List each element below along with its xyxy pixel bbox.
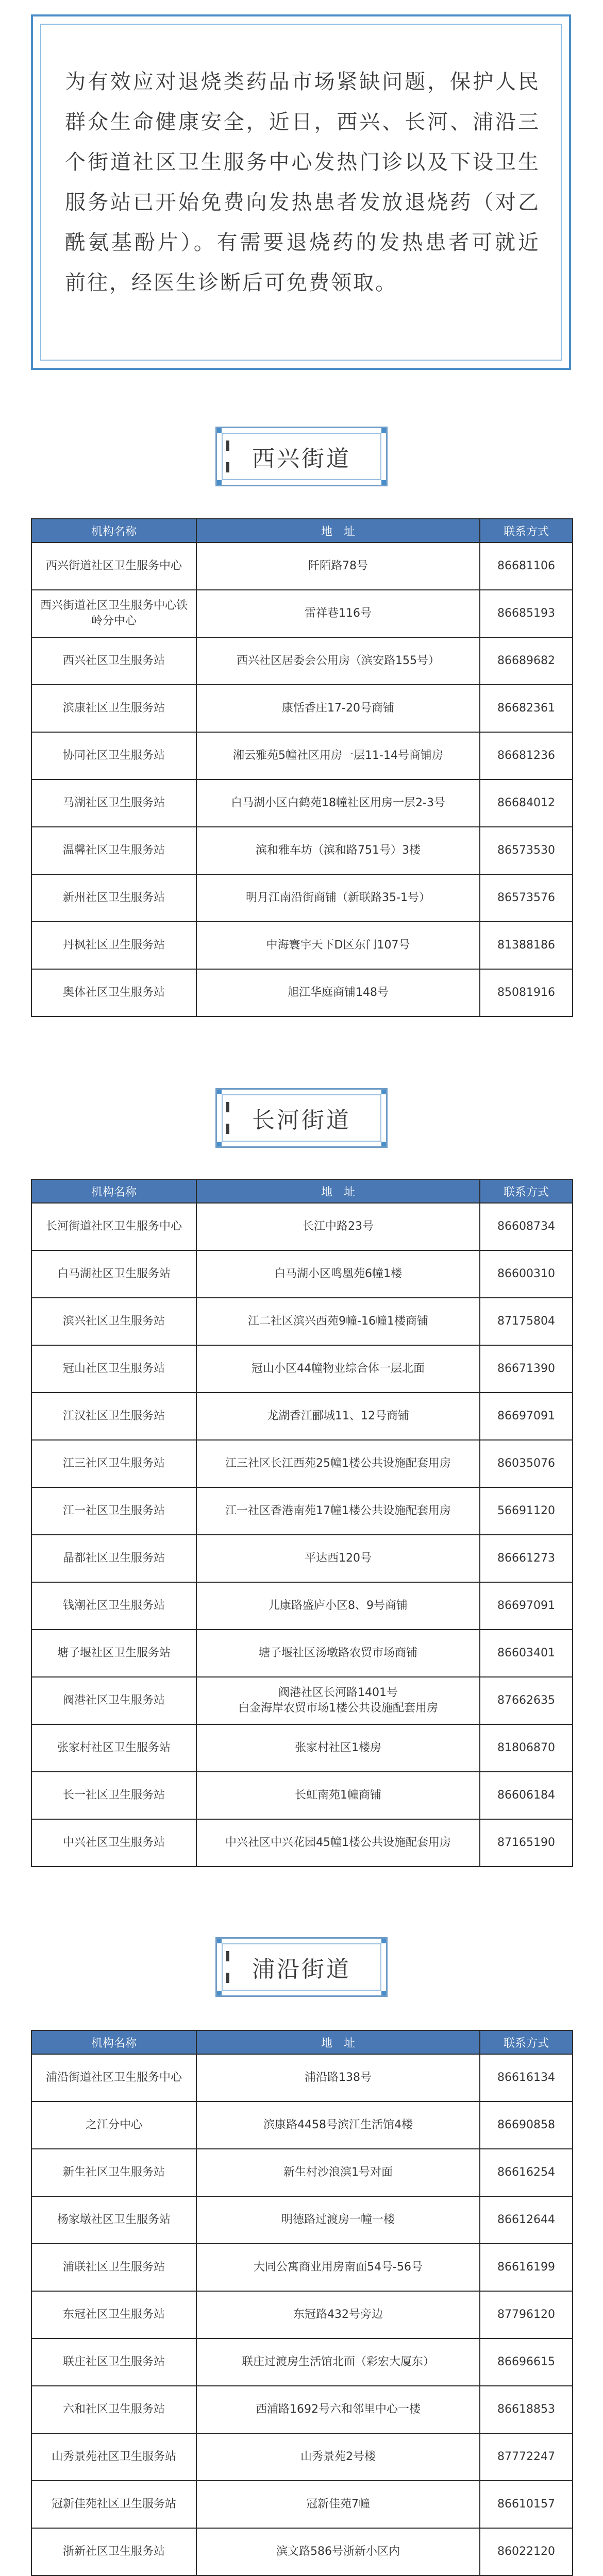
cell-name: 江三社区卫生服务站 — [31, 1440, 196, 1487]
cell-phone: 86606184 — [480, 1772, 573, 1819]
table-row — [31, 1393, 573, 1440]
header-phone: 联系方式 — [480, 519, 573, 543]
cell-address: 浦沿路138号 — [196, 2054, 480, 2102]
header-phone: 联系方式 — [480, 2030, 573, 2054]
cell-name: 联庄社区卫生服务站 — [31, 2338, 196, 2386]
cell-address: 平达西120号 — [196, 1535, 480, 1582]
header-address: 地 址 — [196, 519, 480, 543]
cell-phone: 86696615 — [480, 2338, 573, 2386]
table-row — [31, 1298, 573, 1345]
table-row — [31, 827, 573, 874]
cell-address: 江一社区香港南苑17幢1楼公共设施配套用房 — [196, 1487, 480, 1535]
cell-phone: 86616134 — [480, 2054, 573, 2102]
cell-phone: 81388186 — [480, 922, 573, 969]
cell-name: 山秀景苑社区卫生服务站 — [31, 2433, 196, 2481]
cell-phone: 86690858 — [480, 2102, 573, 2149]
cell-name: 江一社区卫生服务站 — [31, 1487, 196, 1535]
cell-name: 西兴街道社区卫生服务中心 — [31, 543, 196, 590]
cell-name: 浦联社区卫生服务站 — [31, 2244, 196, 2291]
cell-phone: 86608734 — [480, 1203, 573, 1250]
table-row — [31, 732, 573, 779]
table-row — [31, 1487, 573, 1535]
table-row — [31, 2338, 573, 2386]
cell-phone: 87662635 — [480, 1677, 573, 1724]
cell-phone: 86681236 — [480, 732, 573, 779]
section-title-changhe — [215, 1088, 388, 1148]
table-row — [31, 2481, 573, 2528]
cell-phone: 86022120 — [480, 2528, 573, 2575]
cell-phone: 86685193 — [480, 590, 573, 637]
cell-address: 白马湖小区鸣凰苑6幢1楼 — [196, 1250, 480, 1298]
cell-address: 白马湖小区白鹤苑18幢社区用房一层2-3号 — [196, 779, 480, 827]
cell-address: 塘子堰社区汤墩路农贸市场商铺 — [196, 1630, 480, 1677]
table-header-row — [31, 519, 573, 543]
cell-name: 张家村社区卫生服务站 — [31, 1724, 196, 1772]
cell-name: 浦沿街道社区卫生服务中心 — [31, 2054, 196, 2102]
cell-name: 塘子堰社区卫生服务站 — [31, 1630, 196, 1677]
cell-name: 中兴社区卫生服务站 — [31, 1819, 196, 1867]
table-row — [31, 2102, 573, 2149]
cell-name: 西兴社区卫生服务站 — [31, 637, 196, 685]
cell-phone: 86610157 — [480, 2481, 573, 2528]
table-row — [31, 1724, 573, 1772]
cell-address: 康恬香庄17-20号商铺 — [196, 685, 480, 732]
table-row — [31, 779, 573, 827]
header-address: 地 址 — [196, 2030, 480, 2054]
table-header-row — [31, 1179, 573, 1203]
cell-name: 冠新佳苑社区卫生服务站 — [31, 2481, 196, 2528]
cell-address: 旭江华庭商铺148号 — [196, 969, 480, 1016]
table-row — [31, 1535, 573, 1582]
cell-name: 马湖社区卫生服务站 — [31, 779, 196, 827]
cell-phone: 86600310 — [480, 1250, 573, 1298]
cell-phone: 86573576 — [480, 874, 573, 922]
cell-phone: 87772247 — [480, 2433, 573, 2481]
cell-address: 新生村沙浪滨1号对面 — [196, 2149, 480, 2196]
cell-address: 中兴社区中兴花园45幢1楼公共设施配套用房 — [196, 1819, 480, 1867]
table-xixing — [31, 518, 573, 1017]
table-row — [31, 543, 573, 590]
cell-name: 丹枫社区卫生服务站 — [31, 922, 196, 969]
table-row — [31, 2244, 573, 2291]
cell-name: 协同社区卫生服务站 — [31, 732, 196, 779]
cell-address: 联庄过渡房生活馆北面（彩宏大厦东） — [196, 2338, 480, 2386]
table-row — [31, 1772, 573, 1819]
cell-name: 阀港社区卫生服务站 — [31, 1677, 196, 1724]
cell-name: 晶都社区卫生服务站 — [31, 1535, 196, 1582]
table-puyan — [31, 2030, 573, 2576]
cell-address: 长江中路23号 — [196, 1203, 480, 1250]
table-row — [31, 2386, 573, 2433]
intro-box — [31, 14, 571, 370]
cell-name: 温馨社区卫生服务站 — [31, 827, 196, 874]
table-row — [31, 2433, 573, 2481]
header-name: 机构名称 — [31, 519, 196, 543]
cell-phone: 86661273 — [480, 1535, 573, 1582]
table-row — [31, 874, 573, 922]
cell-address: 湘云雅苑5幢社区用房一层11-14号商铺房 — [196, 732, 480, 779]
intro-text: 为有效应对退烧类药品市场紧缺问题，保护人民群众生命健康安全，近日，西兴、长河、浦沿三个街道社区卫生服务中心发热门诊以及下设卫生服务站已开始免费向发热患者发放退烧药（对乙酰氨基酚片）。有需要退烧药的发热患者可就近前往，经医生诊断后可免费领取。 — [65, 70, 540, 295]
cell-address: 西兴社区居委会公用房（滨安路155号） — [196, 637, 480, 685]
table-row — [31, 922, 573, 969]
table-row — [31, 1677, 573, 1724]
cell-address: 阀港社区长河路1401号 白金海岸农贸市场1楼公共设施配套用房 — [196, 1677, 480, 1724]
cell-address: 滨康路4458号滨江生活馆4楼 — [196, 2102, 480, 2149]
cell-address: 山秀景苑2号楼 — [196, 2433, 480, 2481]
table-row — [31, 1440, 573, 1487]
section-title-xixing — [215, 427, 388, 486]
cell-phone: 86671390 — [480, 1345, 573, 1393]
header-name: 机构名称 — [31, 1179, 196, 1203]
cell-phone: 86697091 — [480, 1582, 573, 1630]
table-row — [31, 1203, 573, 1250]
table-row — [31, 2196, 573, 2244]
cell-phone: 87796120 — [480, 2291, 573, 2338]
intro-inner-frame — [40, 24, 562, 361]
cell-name: 之江分中心 — [31, 2102, 196, 2149]
cell-address: 雷祥巷116号 — [196, 590, 480, 637]
cell-address: 滨和雅车坊（滨和路751号）3楼 — [196, 827, 480, 874]
cell-phone: 86616199 — [480, 2244, 573, 2291]
cell-name: 东冠社区卫生服务站 — [31, 2291, 196, 2338]
cell-name: 长河街道社区卫生服务中心 — [31, 1203, 196, 1250]
header-phone: 联系方式 — [480, 1179, 573, 1203]
cell-address: 阡陌路78号 — [196, 543, 480, 590]
section-title-text: 浦沿街道 — [252, 1956, 351, 1982]
cell-phone: 86612644 — [480, 2196, 573, 2244]
cell-address: 长虹南苑1幢商铺 — [196, 1772, 480, 1819]
table-row — [31, 1250, 573, 1298]
table-row — [31, 2054, 573, 2102]
section-title-text: 西兴街道 — [252, 446, 351, 472]
table-row — [31, 637, 573, 685]
cell-phone: 86684012 — [480, 779, 573, 827]
cell-phone: 86618853 — [480, 2386, 573, 2433]
cell-phone: 85081916 — [480, 969, 573, 1016]
cell-address: 东冠路432号旁边 — [196, 2291, 480, 2338]
cell-address: 江三社区长江西苑25幢1楼公共设施配套用房 — [196, 1440, 480, 1487]
cell-name: 六和社区卫生服务站 — [31, 2386, 196, 2433]
cell-phone: 86689682 — [480, 637, 573, 685]
cell-address: 滨文路586号浙新小区内 — [196, 2528, 480, 2575]
cell-name: 白马湖社区卫生服务站 — [31, 1250, 196, 1298]
table-row — [31, 1819, 573, 1867]
table-row — [31, 1582, 573, 1630]
cell-phone: 81806870 — [480, 1724, 573, 1772]
cell-address: 冠山小区44幢物业综合体一层北面 — [196, 1345, 480, 1393]
table-row — [31, 1630, 573, 1677]
cell-address: 冠新佳苑7幢 — [196, 2481, 480, 2528]
cell-name: 奥体社区卫生服务站 — [31, 969, 196, 1016]
cell-name: 新生社区卫生服务站 — [31, 2149, 196, 2196]
cell-phone: 86035076 — [480, 1440, 573, 1487]
cell-phone: 56691120 — [480, 1487, 573, 1535]
cell-name: 长一社区卫生服务站 — [31, 1772, 196, 1819]
table-row — [31, 2149, 573, 2196]
cell-address: 中海寰宇天下D区东门107号 — [196, 922, 480, 969]
cell-address: 明月江南沿街商铺（新联路35-1号） — [196, 874, 480, 922]
table-header-row — [31, 2030, 573, 2054]
cell-name: 冠山社区卫生服务站 — [31, 1345, 196, 1393]
cell-address: 张家村社区1楼房 — [196, 1724, 480, 1772]
cell-address: 儿康路盛庐小区8、9号商铺 — [196, 1582, 480, 1630]
table-row — [31, 1345, 573, 1393]
cell-name: 江汉社区卫生服务站 — [31, 1393, 196, 1440]
cell-address: 龙湖香江郦城11、12号商铺 — [196, 1393, 480, 1440]
cell-phone: 86681106 — [480, 543, 573, 590]
cell-phone: 86616254 — [480, 2149, 573, 2196]
cell-name: 滨康社区卫生服务站 — [31, 685, 196, 732]
header-address: 地 址 — [196, 1179, 480, 1203]
table-row — [31, 2291, 573, 2338]
table-row — [31, 969, 573, 1016]
section-title-text: 长河街道 — [252, 1107, 351, 1133]
cell-name: 新州社区卫生服务站 — [31, 874, 196, 922]
table-row — [31, 590, 573, 637]
cell-name: 浙新社区卫生服务站 — [31, 2528, 196, 2575]
cell-address: 大同公寓商业用房南面54号-56号 — [196, 2244, 480, 2291]
cell-address: 江二社区滨兴西苑9幢-16幢1楼商铺 — [196, 1298, 480, 1345]
header-name: 机构名称 — [31, 2030, 196, 2054]
cell-address: 西浦路1692号六和邻里中心一楼 — [196, 2386, 480, 2433]
cell-phone: 86697091 — [480, 1393, 573, 1440]
table-row — [31, 685, 573, 732]
table-row — [31, 2528, 573, 2575]
cell-phone: 87165190 — [480, 1819, 573, 1867]
cell-phone: 86603401 — [480, 1630, 573, 1677]
cell-phone: 86573530 — [480, 827, 573, 874]
section-title-puyan — [215, 1937, 388, 1997]
cell-phone: 87175804 — [480, 1298, 573, 1345]
cell-name: 钱潮社区卫生服务站 — [31, 1582, 196, 1630]
cell-address: 明德路过渡房一幢一楼 — [196, 2196, 480, 2244]
cell-phone: 86682361 — [480, 685, 573, 732]
cell-name: 杨家墩社区卫生服务站 — [31, 2196, 196, 2244]
cell-name: 滨兴社区卫生服务站 — [31, 1298, 196, 1345]
table-changhe — [31, 1179, 573, 1867]
cell-name: 西兴街道社区卫生服务中心铁岭分中心 — [31, 590, 196, 637]
